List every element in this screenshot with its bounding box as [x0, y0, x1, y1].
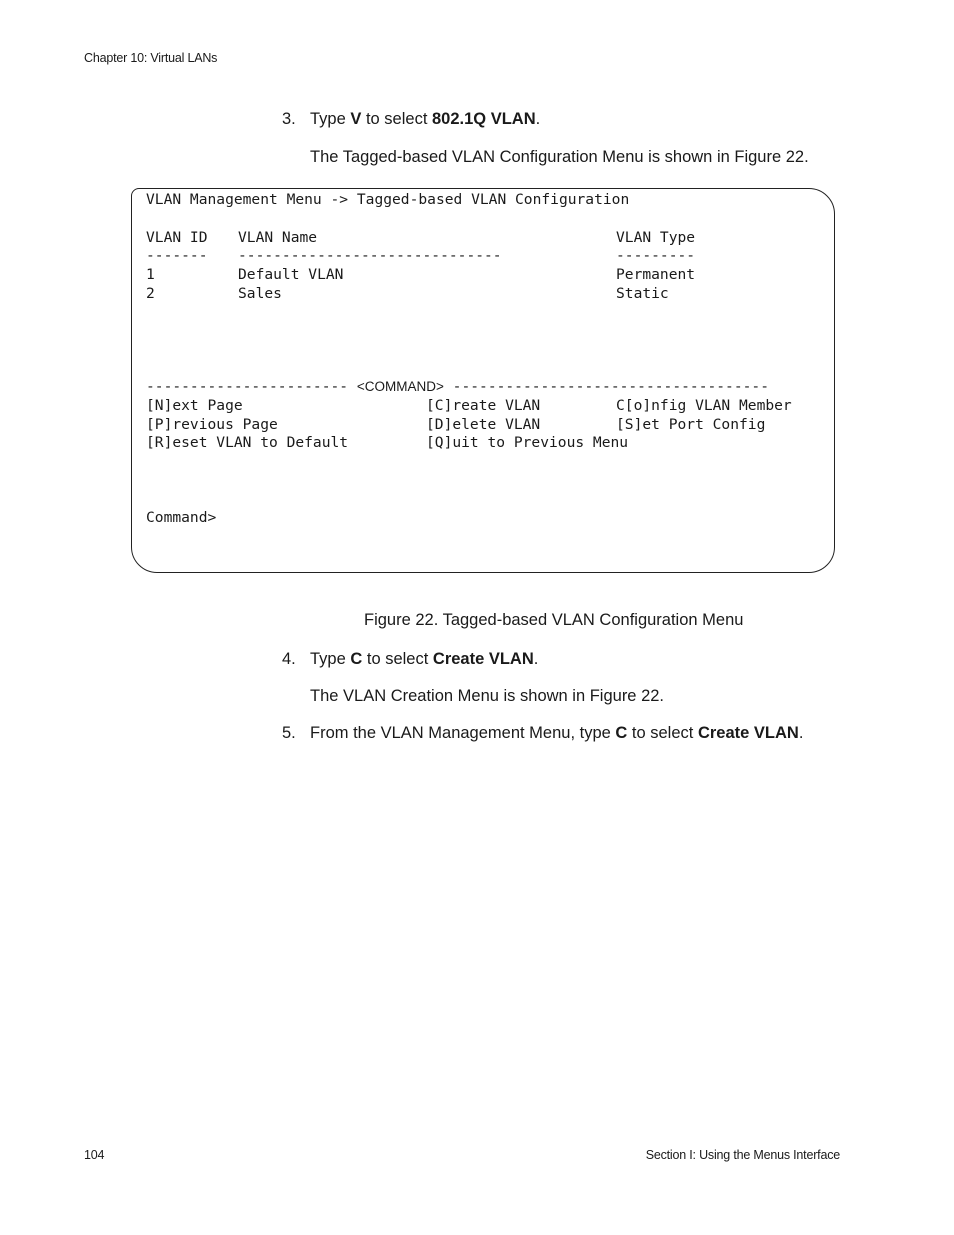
table-row-name: Sales	[238, 285, 282, 302]
table-row-type: Permanent	[616, 266, 696, 283]
step-text-post: .	[535, 110, 541, 128]
menu-option-create-vlan: [C]reate VLAN	[426, 397, 541, 414]
step-text-mid: to select	[627, 724, 698, 742]
step-text-mid: to select	[362, 650, 433, 668]
separator-type: ---------	[616, 247, 696, 264]
step-text	[310, 109, 540, 129]
step-text-pre: Type	[310, 110, 351, 128]
step-text-post: .	[533, 650, 539, 668]
menu-option-quit: [Q]uit to Previous Menu	[426, 434, 629, 451]
running-header: Chapter 10: Virtual LANs	[84, 51, 218, 65]
separator-name: ------------------------------	[238, 247, 502, 264]
menu-option-delete-vlan: [D]elete VLAN	[426, 416, 541, 433]
command-divider	[146, 378, 769, 396]
step-target: Create VLAN	[697, 724, 799, 742]
table-row-name: Default VLAN	[238, 266, 344, 283]
table-row-type: Static	[616, 285, 669, 302]
step-key: C	[350, 650, 363, 668]
step-target: Create VLAN	[432, 650, 534, 668]
menu-option-set-port-config: [S]et Port Config	[616, 416, 766, 433]
step-key: C	[615, 724, 628, 742]
column-header-type: VLAN Type	[616, 229, 696, 246]
figure-caption: Figure 22. Tagged-based VLAN Configuration Menu	[364, 611, 744, 629]
step-text-mid: to select	[361, 110, 432, 128]
step-4	[282, 649, 842, 669]
step-text-pre: Type	[310, 650, 351, 668]
step-5	[282, 723, 862, 743]
step-text	[310, 649, 538, 669]
menu-option-next-page: [N]ext Page	[146, 397, 243, 414]
step-3	[282, 109, 842, 129]
command-divider-left: -----------------------	[146, 378, 357, 395]
column-header-id: VLAN ID	[146, 229, 208, 246]
paragraph-figure-ref: The VLAN Creation Menu is shown in Figure 22.	[310, 687, 665, 705]
step-text	[310, 723, 803, 743]
paragraph-figure-ref: The Tagged-based VLAN Configuration Menu is shown in Figure 22.	[310, 148, 809, 166]
step-target: 802.1Q VLAN	[432, 110, 536, 128]
step-text-post: .	[798, 724, 804, 742]
step-key: V	[350, 110, 362, 128]
command-divider-right: ------------------------------------	[443, 378, 769, 395]
screen-title: VLAN Management Menu -> Tagged-based VLAN Configuration	[146, 191, 630, 208]
step-number: 5.	[282, 724, 296, 742]
separator-id: -------	[146, 247, 208, 264]
menu-option-config-vlan-member: C[o]nfig VLAN Member	[616, 397, 792, 414]
command-prompt: Command>	[146, 509, 217, 526]
step-number: 3.	[282, 110, 296, 128]
step-text-pre: From the VLAN Management Menu, type	[310, 724, 616, 742]
table-row-id: 2	[146, 285, 155, 302]
page-number: 104	[84, 1148, 105, 1162]
column-header-name: VLAN Name	[238, 229, 318, 246]
footer-section: Section I: Using the Menus Interface	[645, 1148, 840, 1162]
step-number: 4.	[282, 650, 296, 668]
menu-option-previous-page: [P]revious Page	[146, 416, 278, 433]
menu-option-reset-vlan: [R]eset VLAN to Default	[146, 434, 349, 451]
command-label: <COMMAND>	[356, 379, 444, 394]
table-row-id: 1	[146, 266, 155, 283]
